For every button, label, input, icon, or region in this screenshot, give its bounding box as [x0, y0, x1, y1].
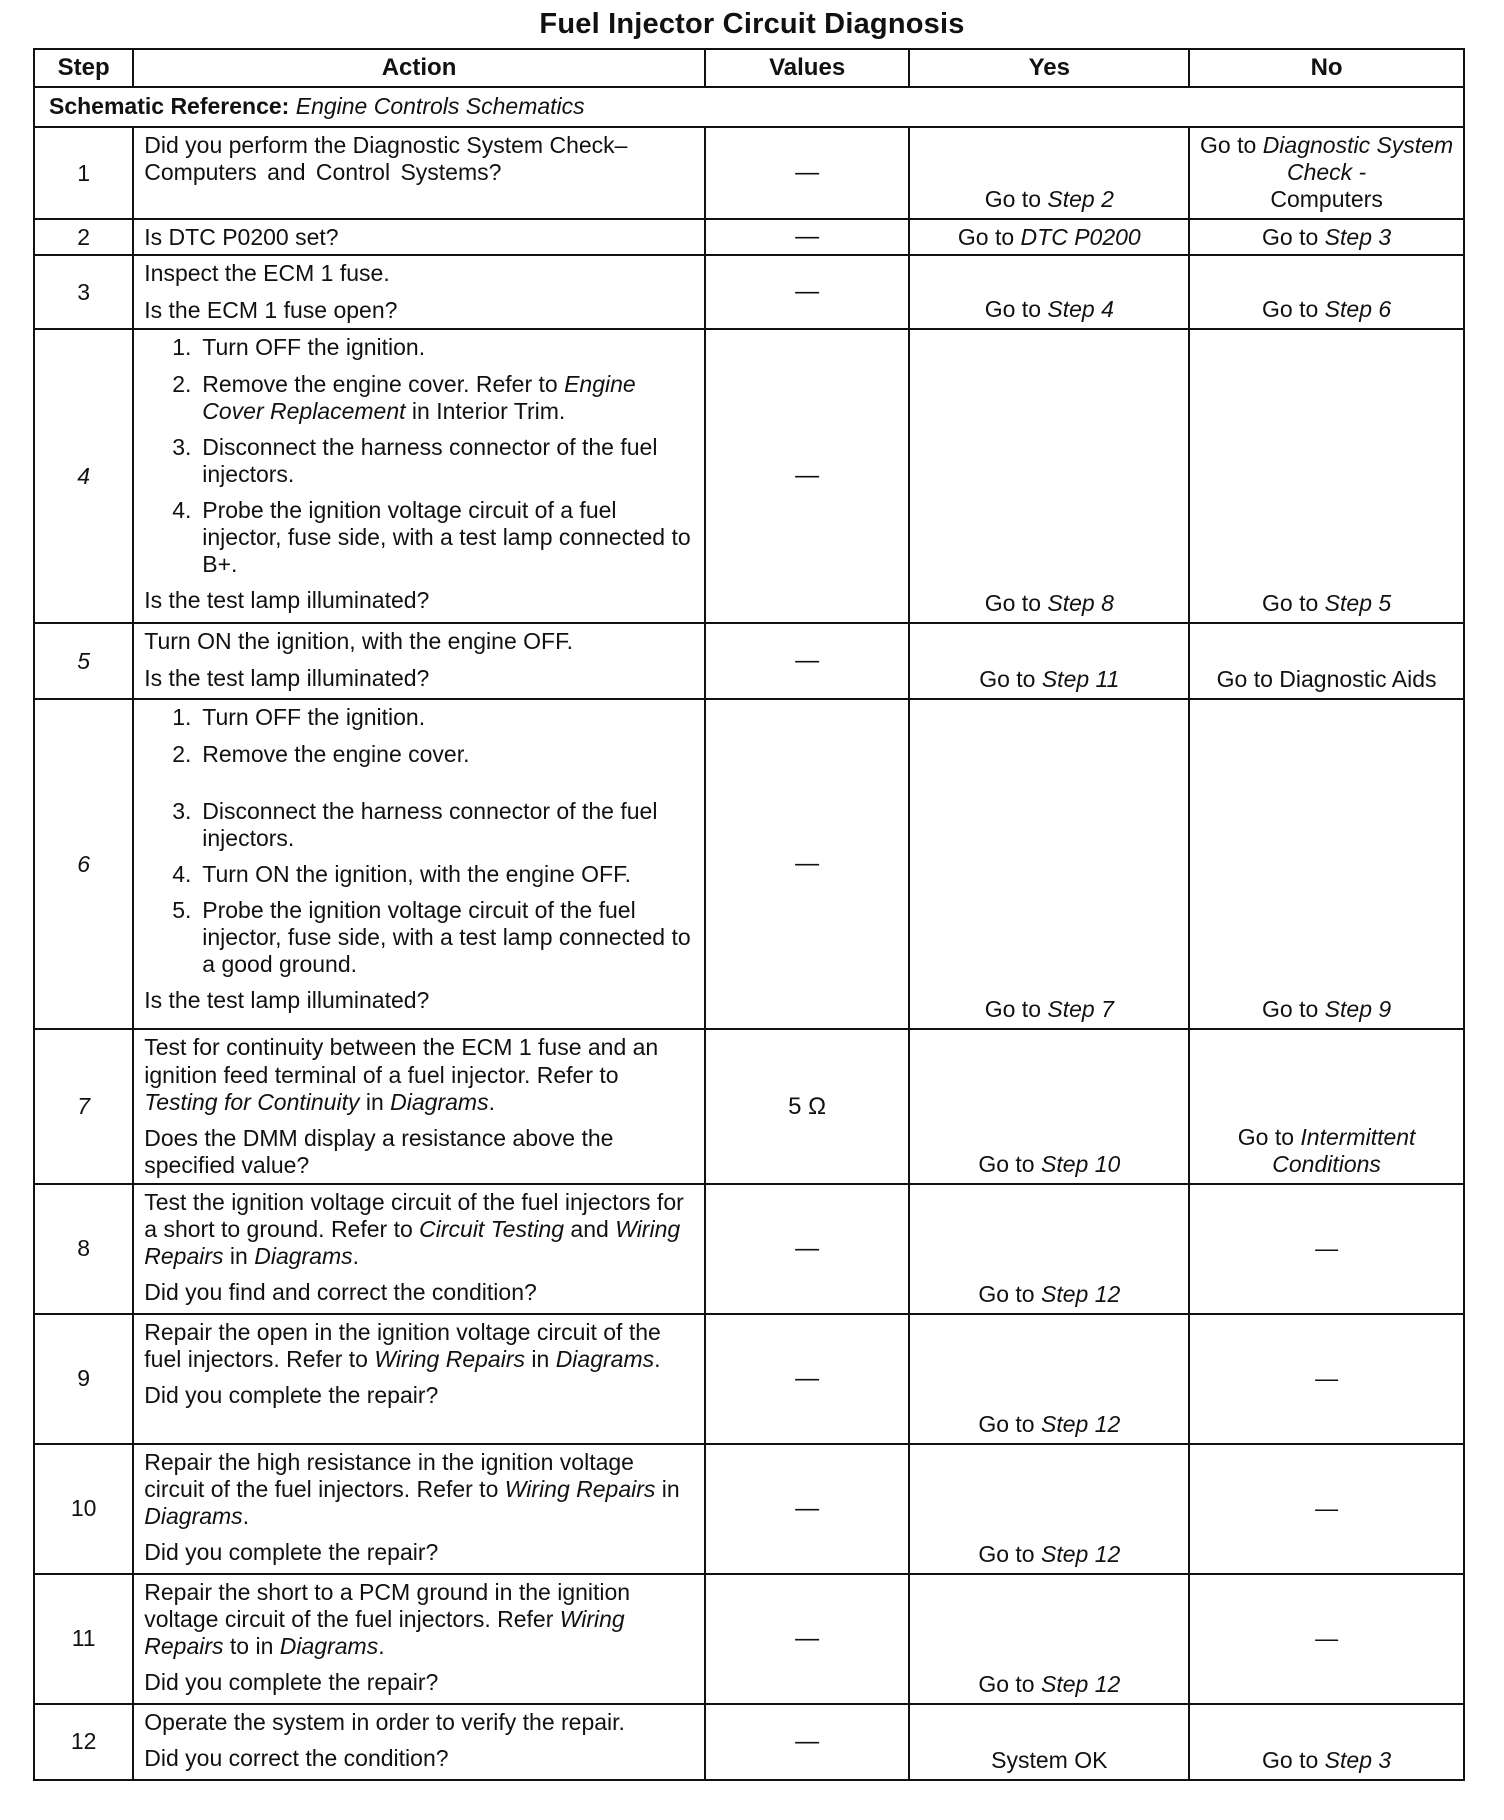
yes-prefix: Go to — [957, 223, 1021, 250]
table-row — [34, 1029, 1464, 1184]
action-question: Does the DMM display a resistance above the specified value? — [144, 1124, 614, 1178]
step-number: 11 — [34, 1574, 133, 1704]
step-number: 2 — [34, 219, 133, 255]
header-row — [34, 49, 1464, 87]
step-number: 9 — [34, 1314, 133, 1444]
list-item: 4. Probe the ignition voltage circuit of a fuel injector, fuse side, with a test lamp connected to B+. — [172, 497, 691, 578]
value-cell: 5 Ω — [705, 1029, 910, 1184]
table-row — [34, 1444, 1464, 1574]
no-suffix: Computers — [1270, 186, 1383, 213]
no-prefix: Go to — [1237, 1123, 1301, 1150]
step-number: 10 — [34, 1444, 133, 1574]
yes-prefix: Go to — [978, 1280, 1041, 1307]
list-item: 4. Turn ON the ignition, with the engine OFF. — [172, 860, 631, 887]
action-cell — [133, 699, 705, 1029]
yes-link[interactable]: Step 2 — [1047, 186, 1114, 213]
circuit-testing-link[interactable]: Circuit Testing — [419, 1216, 565, 1243]
action-text: Did you perform the Diagnostic System Check– — [144, 132, 628, 158]
yes-prefix: Go to — [978, 1150, 1041, 1177]
action-question: Did you complete the repair? — [144, 1539, 439, 1566]
yes-cell[interactable] — [909, 1314, 1189, 1444]
schematic-reference-row — [34, 87, 1464, 127]
step-number: 7 — [34, 1029, 133, 1184]
yes-link[interactable]: Step 8 — [1047, 590, 1114, 617]
action-cell — [133, 1029, 705, 1184]
table-row — [34, 127, 1464, 219]
action-list — [144, 704, 696, 978]
action-cell — [133, 329, 705, 623]
action-text: Test the ignition voltage circuit of the fuel injectors for a short to ground. Refer to Circuit Testing and Wiring Repairs in Diagrams. — [144, 1189, 684, 1270]
header-no: No — [1189, 49, 1464, 87]
action-text: Repair the high resistance in the ignition voltage circuit of the fuel injectors. Refer to Wiring Repairs in Diagrams. — [144, 1449, 680, 1530]
no-cell[interactable] — [1189, 219, 1464, 255]
yes-cell[interactable]: System OK — [909, 1704, 1189, 1780]
no-cell: — — [1189, 1444, 1464, 1574]
yes-prefix: Go to — [978, 1410, 1041, 1437]
yes-prefix: Go to — [978, 1540, 1041, 1567]
schematic-reference-link[interactable]: Engine Controls Schematics — [295, 93, 585, 120]
diagrams-link[interactable]: Diagrams — [555, 1346, 655, 1373]
header-values: Values — [705, 49, 910, 87]
action-text: Inspect the ECM 1 fuse. — [144, 260, 390, 287]
no-cell[interactable] — [1189, 1029, 1464, 1184]
yes-link[interactable]: Step 12 — [1040, 1410, 1121, 1437]
no-prefix: Go to — [1262, 996, 1325, 1023]
page-title: Fuel Injector Circuit Diagnosis — [539, 8, 965, 40]
action-text: Computers and Control Systems? — [144, 159, 502, 186]
diagnosis-table — [33, 48, 1465, 1781]
no-cell: — — [1189, 1574, 1464, 1704]
yes-cell[interactable] — [909, 255, 1189, 329]
value-cell: — — [705, 219, 910, 255]
table-row — [34, 623, 1464, 699]
value-cell: — — [705, 255, 910, 329]
list-item: 2. Remove the engine cover. — [172, 740, 470, 767]
list-item: 1. Turn OFF the ignition. — [172, 704, 426, 731]
yes-link[interactable]: Step 4 — [1047, 296, 1114, 323]
value-cell: — — [705, 1574, 910, 1704]
table-row — [34, 1704, 1464, 1780]
table-row — [34, 699, 1464, 1029]
no-link[interactable]: Step 3 — [1324, 1746, 1392, 1773]
action-text: Turn ON the ignition, with the engine OFF. — [144, 628, 573, 655]
step-number: 3 — [34, 255, 133, 329]
value-cell: — — [705, 699, 910, 1029]
no-link[interactable]: Step 9 — [1324, 996, 1392, 1023]
continuity-link[interactable]: Testing for Continuity — [144, 1088, 360, 1115]
action-question: Did you find and correct the condition? — [144, 1279, 537, 1306]
step-number: 6 — [34, 699, 133, 1029]
yes-cell[interactable] — [909, 1444, 1189, 1574]
step-number: 8 — [34, 1184, 133, 1314]
header-yes: Yes — [909, 49, 1189, 87]
value-cell: — — [705, 127, 910, 219]
schematic-reference — [34, 87, 1464, 127]
yes-prefix: Go to — [984, 996, 1048, 1023]
no-link[interactable]: Diagnostic System Check - — [1262, 132, 1454, 186]
table-row — [34, 329, 1464, 623]
action-text: Repair the short to a PCM ground in the ignition voltage circuit of the fuel injectors. Refer Wiring Repairs to in Diagrams. — [144, 1579, 631, 1660]
action-cell — [133, 1184, 705, 1314]
value-cell: — — [705, 1444, 910, 1574]
yes-link[interactable]: Step 12 — [1040, 1670, 1121, 1697]
step-number: 1 — [34, 127, 133, 219]
yes-prefix: Go to — [984, 186, 1048, 213]
action-question: Did you correct the condition? — [144, 1745, 449, 1772]
action-question: Did you complete the repair? — [144, 1382, 439, 1409]
action-question: Is the ECM 1 fuse open? — [144, 296, 398, 323]
no-prefix: Go to — [1262, 1746, 1325, 1773]
value-cell: — — [705, 1184, 910, 1314]
diagrams-link[interactable]: Diagrams — [144, 1503, 243, 1530]
list-item: 3. Disconnect the harness connector of the fuel injectors. — [172, 797, 658, 851]
table-row — [34, 219, 1464, 255]
no-cell: — — [1189, 1184, 1464, 1314]
engine-cover-link[interactable]: Engine Cover Replacement — [202, 370, 636, 424]
no-prefix: Go to — [1262, 296, 1325, 323]
no-cell[interactable] — [1189, 255, 1464, 329]
value-cell: — — [705, 329, 910, 623]
header-action: Action — [133, 49, 705, 87]
value-cell: — — [705, 1704, 910, 1780]
no-cell[interactable] — [1189, 127, 1464, 219]
action-cell — [133, 623, 705, 699]
yes-link[interactable]: Step 12 — [1040, 1540, 1121, 1567]
action-question: Did you complete the repair? — [144, 1669, 439, 1696]
yes-link[interactable]: Step 10 — [1040, 1150, 1121, 1177]
yes-prefix: Go to — [978, 1670, 1041, 1697]
action-question: Is the test lamp illuminated? — [144, 987, 430, 1014]
yes-cell[interactable] — [909, 219, 1189, 255]
wiring-repairs-link[interactable]: Wiring Repairs — [374, 1346, 525, 1373]
table-row — [34, 1574, 1464, 1704]
yes-link[interactable]: Step 12 — [1040, 1280, 1121, 1307]
wiring-repairs-link[interactable]: Wiring Repairs — [144, 1606, 625, 1660]
yes-link[interactable]: Step 11 — [1041, 666, 1120, 693]
no-prefix: Go to — [1262, 223, 1325, 250]
table-row — [34, 255, 1464, 329]
no-link[interactable]: Step 5 — [1324, 590, 1392, 617]
table-row — [34, 1314, 1464, 1444]
value-cell: — — [705, 623, 910, 699]
yes-link[interactable]: DTC P0200 — [1020, 223, 1141, 250]
yes-cell[interactable] — [909, 1029, 1189, 1184]
no-cell: — — [1189, 1314, 1464, 1444]
wiring-repairs-link[interactable]: Wiring Repairs — [504, 1476, 656, 1503]
wiring-repairs-link[interactable]: Wiring Repairs — [144, 1216, 681, 1270]
no-prefix: Go to — [1200, 132, 1263, 158]
list-item: 5. Probe the ignition voltage circuit of the fuel injector, fuse side, with a test lamp connected to a good ground. — [172, 897, 691, 978]
action-cell — [133, 1574, 705, 1704]
step-number: 12 — [34, 1704, 133, 1780]
action-cell — [133, 255, 705, 329]
no-cell[interactable] — [1189, 699, 1464, 1029]
action-cell — [133, 1444, 705, 1574]
diagrams-link[interactable]: Diagrams — [279, 1633, 379, 1660]
action-cell — [133, 219, 705, 255]
action-question: Is the test lamp illuminated? — [144, 664, 430, 691]
yes-link[interactable]: Step 7 — [1047, 996, 1114, 1023]
yes-prefix: Go to — [979, 666, 1042, 693]
schematic-reference-label: Schematic Reference: — [49, 93, 290, 120]
action-text: Test for continuity between the ECM 1 fuse and an ignition feed terminal of a fuel injector. Refer to Testing for Continuity in Diagrams. — [144, 1034, 659, 1115]
value-cell: — — [705, 1314, 910, 1444]
step-number: 4 — [34, 329, 133, 623]
no-cell[interactable] — [1189, 329, 1464, 623]
list-item: 2. Remove the engine cover. Refer to Engine Cover Replacement in Interior Trim. — [172, 370, 636, 424]
no-link[interactable]: Step 6 — [1324, 296, 1392, 323]
yes-cell[interactable] — [909, 1184, 1189, 1314]
no-link[interactable]: Step 3 — [1324, 223, 1392, 250]
action-text: Repair the open in the ignition voltage circuit of the fuel injectors. Refer to Wiring Repairs in Diagrams. — [144, 1319, 661, 1373]
action-question: Is the test lamp illuminated? — [144, 587, 430, 614]
action-text: Operate the system in order to verify the repair. — [144, 1709, 625, 1735]
action-cell — [133, 127, 705, 219]
yes-cell[interactable] — [909, 329, 1189, 623]
no-cell[interactable]: Go to Diagnostic Aids — [1189, 623, 1464, 699]
yes-prefix: Go to — [984, 296, 1048, 323]
yes-cell[interactable] — [909, 127, 1189, 219]
step-number: 5 — [34, 623, 133, 699]
yes-cell[interactable] — [909, 623, 1189, 699]
table-row — [34, 1184, 1464, 1314]
action-cell — [133, 1314, 705, 1444]
yes-cell[interactable] — [909, 699, 1189, 1029]
diagrams-link[interactable]: Diagrams — [390, 1088, 489, 1115]
no-cell[interactable] — [1189, 1704, 1464, 1780]
no-link[interactable]: Intermittent Conditions — [1272, 1123, 1416, 1177]
diagrams-link[interactable]: Diagrams — [254, 1243, 353, 1270]
list-item: 1. Turn OFF the ignition. — [172, 334, 426, 361]
action-text: Is DTC P0200 set? — [144, 223, 339, 250]
action-list — [144, 334, 696, 578]
list-item: 3. Disconnect the harness connector of the fuel injectors. — [172, 433, 658, 487]
no-prefix: Go to — [1262, 590, 1325, 617]
action-cell — [133, 1704, 705, 1780]
header-step: Step — [34, 49, 133, 87]
yes-prefix: Go to — [984, 590, 1048, 617]
yes-cell[interactable] — [909, 1574, 1189, 1704]
